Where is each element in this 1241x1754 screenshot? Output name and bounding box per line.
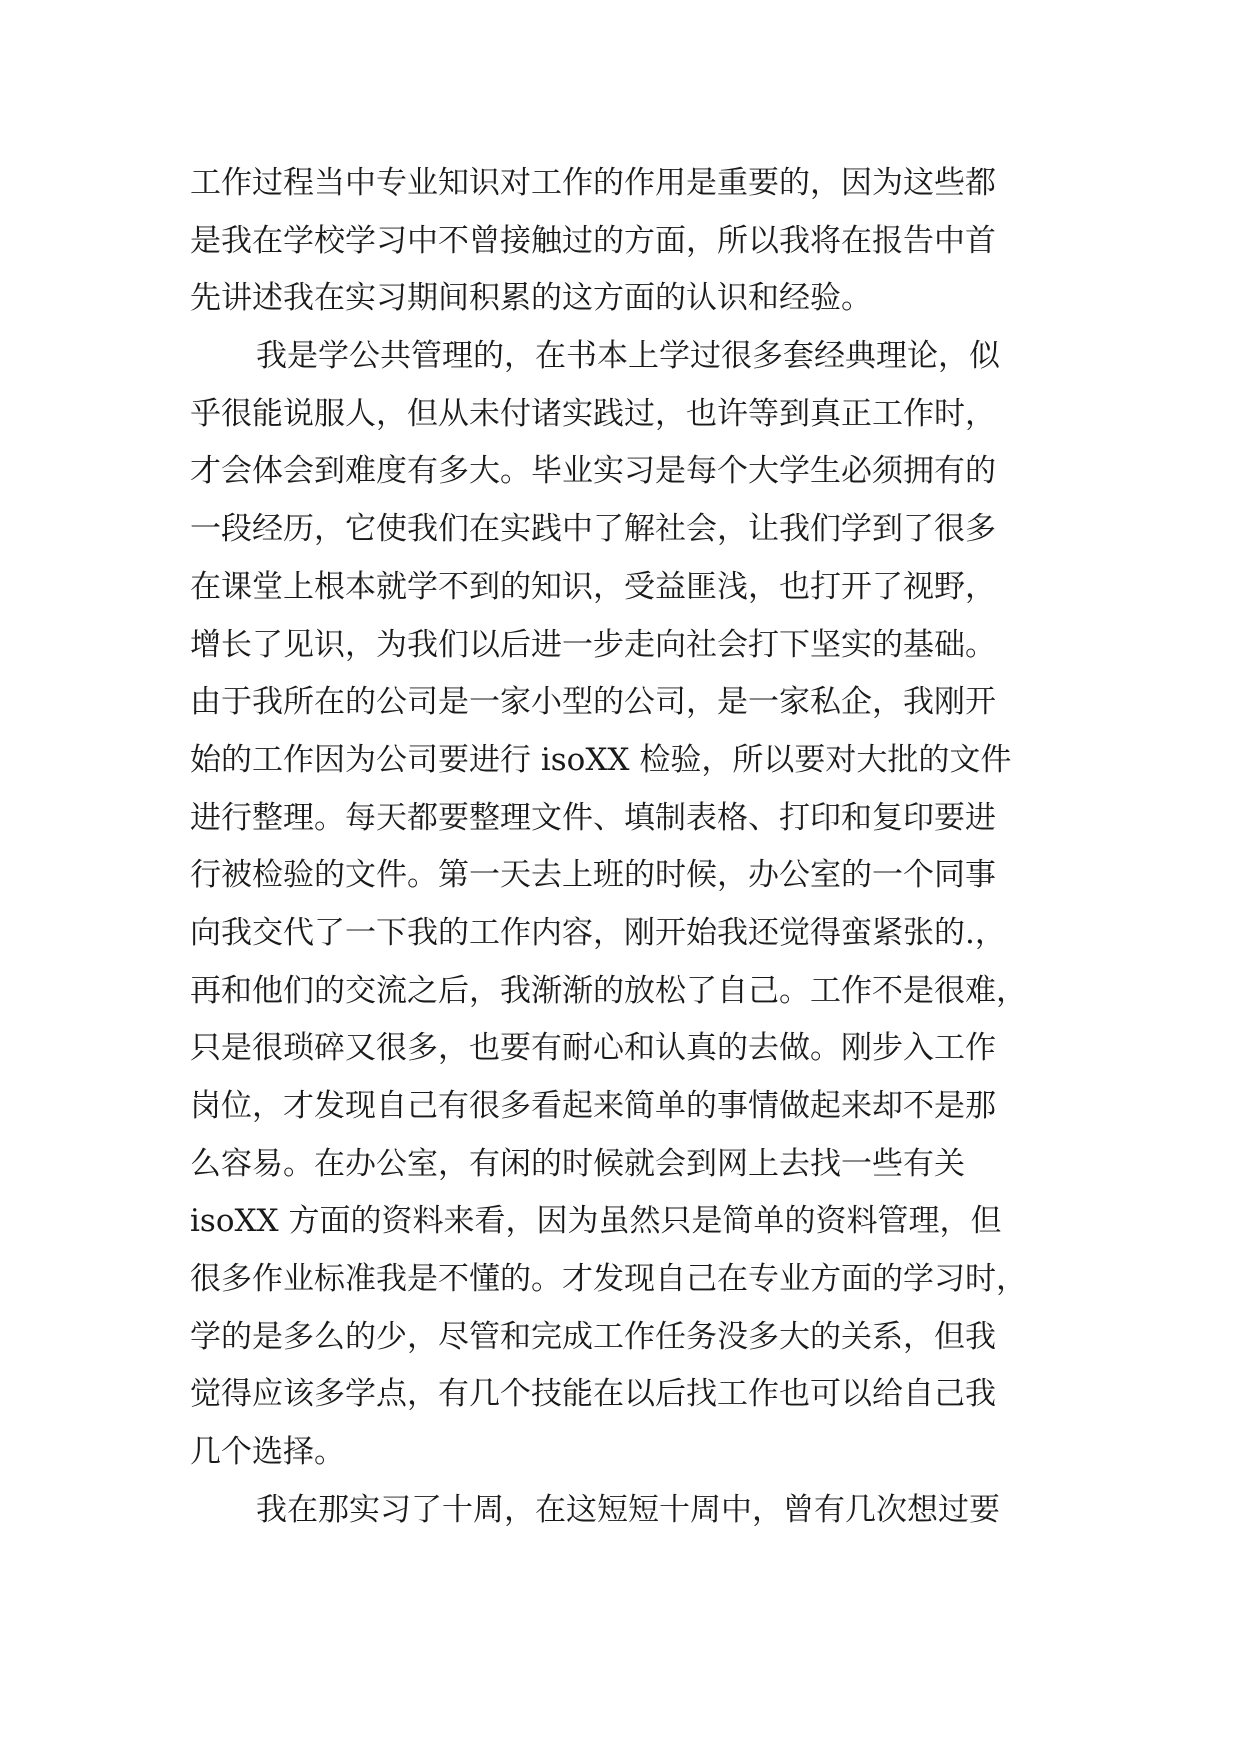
text-line: 只是很琐碎又很多，也要有耐心和认真的去做。刚步入工作 [190,1030,996,1067]
text-line: 增长了见识，为我们以后进一步走向社会打下坚实的基础。 [190,626,996,663]
text-line: 几个选择。 [190,1434,345,1471]
text-line: 由于我所在的公司是一家小型的公司，是一家私企，我刚开 [190,684,996,721]
text-line: 很多作业标准我是不懂的。才发现自己在专业方面的学习时， [190,1261,1027,1298]
text-line: 是我在学校学习中不曾接触过的方面，所以我将在报告中首 [190,222,996,259]
text-line: 始的工作因为公司要进行 isoXX 检验，所以要对大批的文件 [190,741,1012,778]
text-line: 么容易。在办公室，有闲的时候就会到网上去找一些有关 [190,1145,965,1182]
text-line: 一段经历，它使我们在实践中了解社会，让我们学到了很多 [190,511,996,548]
text-line: 岗位，才发现自己有很多看起来简单的事情做起来却不是那 [190,1088,996,1124]
text-line: 再和他们的交流之后，我渐渐的放松了自己。工作不是很难， [190,972,1027,1009]
text-line: 进行整理。每天都要整理文件、填制表格、打印和复印要进 [190,799,996,836]
text-line: 工作过程当中专业知识对工作的作用是重要的，因为这些都 [190,165,996,201]
text-line: isoXX 方面的资料来看，因为虽然只是简单的资料管理，但 [190,1203,1002,1240]
text-line: 乎很能说服人，但从未付诸实践过，也许等到真正工作时， [190,395,996,432]
paragraph-start-line: 我在那实习了十周，在这短短十周中，曾有几次想过要 [256,1491,1000,1528]
text-line: 觉得应该多学点，有几个技能在以后找工作也可以给自己我 [190,1376,996,1413]
text-line: 才会体会到难度有多大。毕业实习是每个大学生必须拥有的 [190,453,996,490]
text-line: 在课堂上根本就学不到的知识，受益匪浅，也打开了视野， [190,568,996,605]
body-text [190,155,1070,1540]
text-line: 行被检验的文件。第一天去上班的时候，办公室的一个同事 [190,857,996,894]
text-line: 向我交代了一下我的工作内容，刚开始我还觉得蛮紧张的.， [190,914,1006,951]
text-line: 学的是多么的少，尽管和完成工作任务没多大的关系，但我 [190,1318,996,1355]
text-line: 先讲述我在实习期间积累的这方面的认识和经验。 [190,280,872,317]
paragraph-start-line: 我是学公共管理的，在书本上学过很多套经典理论，似 [256,338,1000,375]
